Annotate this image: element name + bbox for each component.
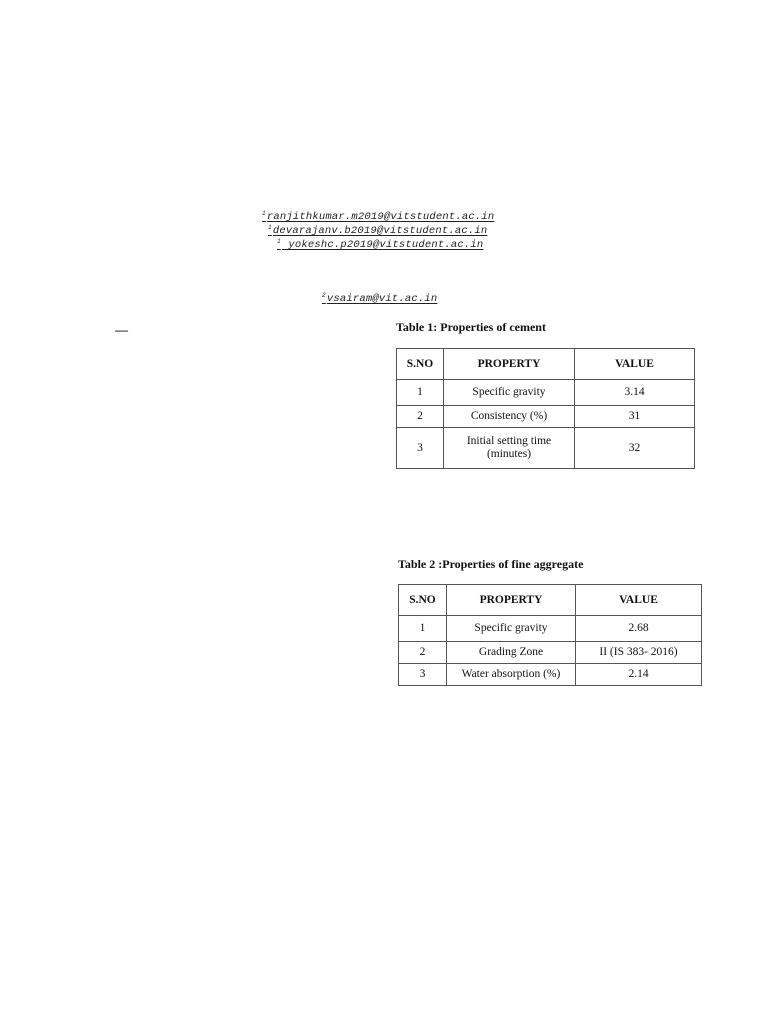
table-header-row xyxy=(397,349,695,380)
fine-aggregate-properties-table xyxy=(398,584,702,686)
cell-value: 32 xyxy=(575,428,695,469)
column-header-sno: S.NO xyxy=(399,585,447,616)
column-header-value: VALUE xyxy=(575,349,695,380)
author-email-3[interactable] xyxy=(277,238,483,251)
cell-sno: 1 xyxy=(399,616,447,642)
table-row xyxy=(399,664,702,686)
table-row xyxy=(399,616,702,642)
affiliation-superscript: 2 xyxy=(322,292,326,299)
table2-caption: Table 2 :Properties of fine aggregate xyxy=(398,557,584,571)
cell-value: 31 xyxy=(575,406,695,428)
affiliation-superscript: 1 xyxy=(262,210,266,217)
cell-sno: 3 xyxy=(397,428,444,469)
affiliation-superscript: 1 xyxy=(277,238,281,245)
cell-property: Specific gravity xyxy=(444,380,575,406)
email-address: devarajanv.b2019@vitstudent.ac.in xyxy=(272,225,488,237)
cell-property: Water absorption (%) xyxy=(447,664,576,686)
table-row xyxy=(397,380,695,406)
cell-property: Consistency (%) xyxy=(444,406,575,428)
cell-property: Initial setting time (minutes) xyxy=(444,428,575,469)
table-row xyxy=(397,428,695,469)
column-header-value: VALUE xyxy=(576,585,702,616)
cement-properties-table xyxy=(396,348,695,469)
cell-sno: 2 xyxy=(397,406,444,428)
author-email-2[interactable] xyxy=(268,224,487,237)
cell-value: 2.14 xyxy=(576,664,702,686)
cell-property: Grading Zone xyxy=(447,642,576,664)
affiliation-superscript: 1 xyxy=(268,224,272,231)
cell-value: II (IS 383- 2016) xyxy=(576,642,702,664)
cell-sno: 3 xyxy=(399,664,447,686)
column-header-sno: S.NO xyxy=(397,349,444,380)
email-address: ranjithkumar.m2019@vitstudent.ac.in xyxy=(266,211,495,223)
cell-value: 2.68 xyxy=(576,616,702,642)
column-header-property: PROPERTY xyxy=(444,349,575,380)
email-address: vsairam@vit.ac.in xyxy=(326,293,438,305)
table-header-row xyxy=(399,585,702,616)
em-dash: — xyxy=(115,322,128,337)
table-row xyxy=(397,406,695,428)
email-address: yokeshc.p2019@vitstudent.ac.in xyxy=(281,239,484,251)
table1-caption: Table 1: Properties of cement xyxy=(396,320,546,334)
cell-sno: 2 xyxy=(399,642,447,664)
cell-sno: 1 xyxy=(397,380,444,406)
supervisor-email[interactable] xyxy=(322,292,437,305)
author-email-1[interactable] xyxy=(262,210,494,223)
table-row xyxy=(399,642,702,664)
cell-value: 3.14 xyxy=(575,380,695,406)
cell-property: Specific gravity xyxy=(447,616,576,642)
column-header-property: PROPERTY xyxy=(447,585,576,616)
